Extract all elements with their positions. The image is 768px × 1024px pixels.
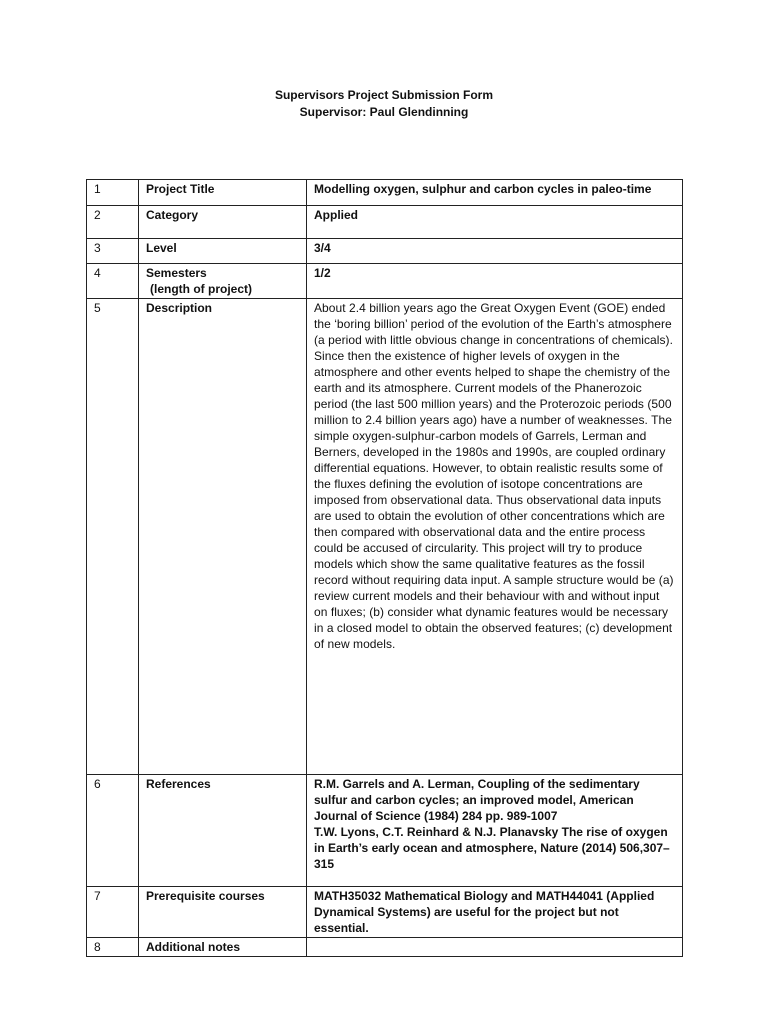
field-description: Description [139,299,307,775]
reference-item: T.W. Lyons, C.T. Reinhard & N.J. Planavsky The rise of oxygen in Earth’s early ocean and atmosphere, Nature (2014) 506,307–315 [314,825,670,871]
table-row [87,264,683,299]
reference-item: R.M. Garrels and A. Lerman, Coupling of the sedimentary sulfur and carbon cycles; an improved model, American Journal of Science (1984) 284 pp. 989-1007 [314,777,640,823]
row-number: 4 [87,264,139,299]
row-number: 1 [87,180,139,206]
row-number: 3 [87,239,139,264]
field-category: Category [139,206,307,239]
table-row [87,299,683,775]
value-semesters: 1/2 [307,264,683,299]
supervisor-name: Supervisor: Paul Glendinning [299,105,469,119]
project-form-table [86,179,683,957]
value-level: 3/4 [307,239,683,264]
form-header [0,87,768,121]
table-row [87,239,683,264]
table-row [87,775,683,887]
value-additional-notes [307,938,683,957]
row-number: 8 [87,938,139,957]
form-title: Supervisors Project Submission Form [274,88,494,102]
field-references: References [139,775,307,887]
field-additional-notes: Additional notes [139,938,307,957]
field-semesters-label: Semesters [146,266,207,280]
table-row [87,887,683,938]
row-number: 5 [87,299,139,775]
field-semesters [139,264,307,299]
value-description: About 2.4 billion years ago the Great Oxygen Event (GOE) ended the ‘boring billion’ period of the evolution of the Earth’s atmosphere (a period with little obvious change in concentrations of chemicals). Since then the existence of higher levels of oxygen in the atmosphere and other events helped to shape the chemistry of the earth and its atmosphere. Current models of the Phanerozoic period (the last 500 million years) and the Proterozoic periods (500 million to 2.4 billion years ago) have a number of weaknesses. The simple oxygen-sulphur-carbon models of Garrels, Lerman and Berners, developed in the 1980s and 1990s, are coupled ordinary differential equations. However, to obtain realistic results some of the fluxes defining the evolution of isotope concentrations are imposed from observational data. Thus observational data inputs are used to obtain the evolution of other concentrations which are then compared with observational data and the entire process could be accused of circularity. This project will try to produce models which show the same qualitative features as the fossil record without requiring data input. A sample structure would be (a) review current models and their behaviour with and without input on fluxes; (b) consider what dynamic features would be necessary in a closed model to obtain the observed features; (c) development of new models. [307,299,683,775]
table-row [87,180,683,206]
value-references [307,775,683,887]
value-prerequisites: MATH35032 Mathematical Biology and MATH44041 (Applied Dynamical Systems) are useful for the project but not essential. [307,887,683,938]
value-category: Applied [307,206,683,239]
field-project-title: Project Title [139,180,307,206]
row-number: 2 [87,206,139,239]
field-semesters-sub: (length of project) [150,282,252,296]
value-project-title: Modelling oxygen, sulphur and carbon cycles in paleo-time [307,180,683,206]
table-row [87,206,683,239]
row-number: 6 [87,775,139,887]
field-prerequisites: Prerequisite courses [139,887,307,938]
row-number: 7 [87,887,139,938]
field-level: Level [139,239,307,264]
table-row [87,938,683,957]
